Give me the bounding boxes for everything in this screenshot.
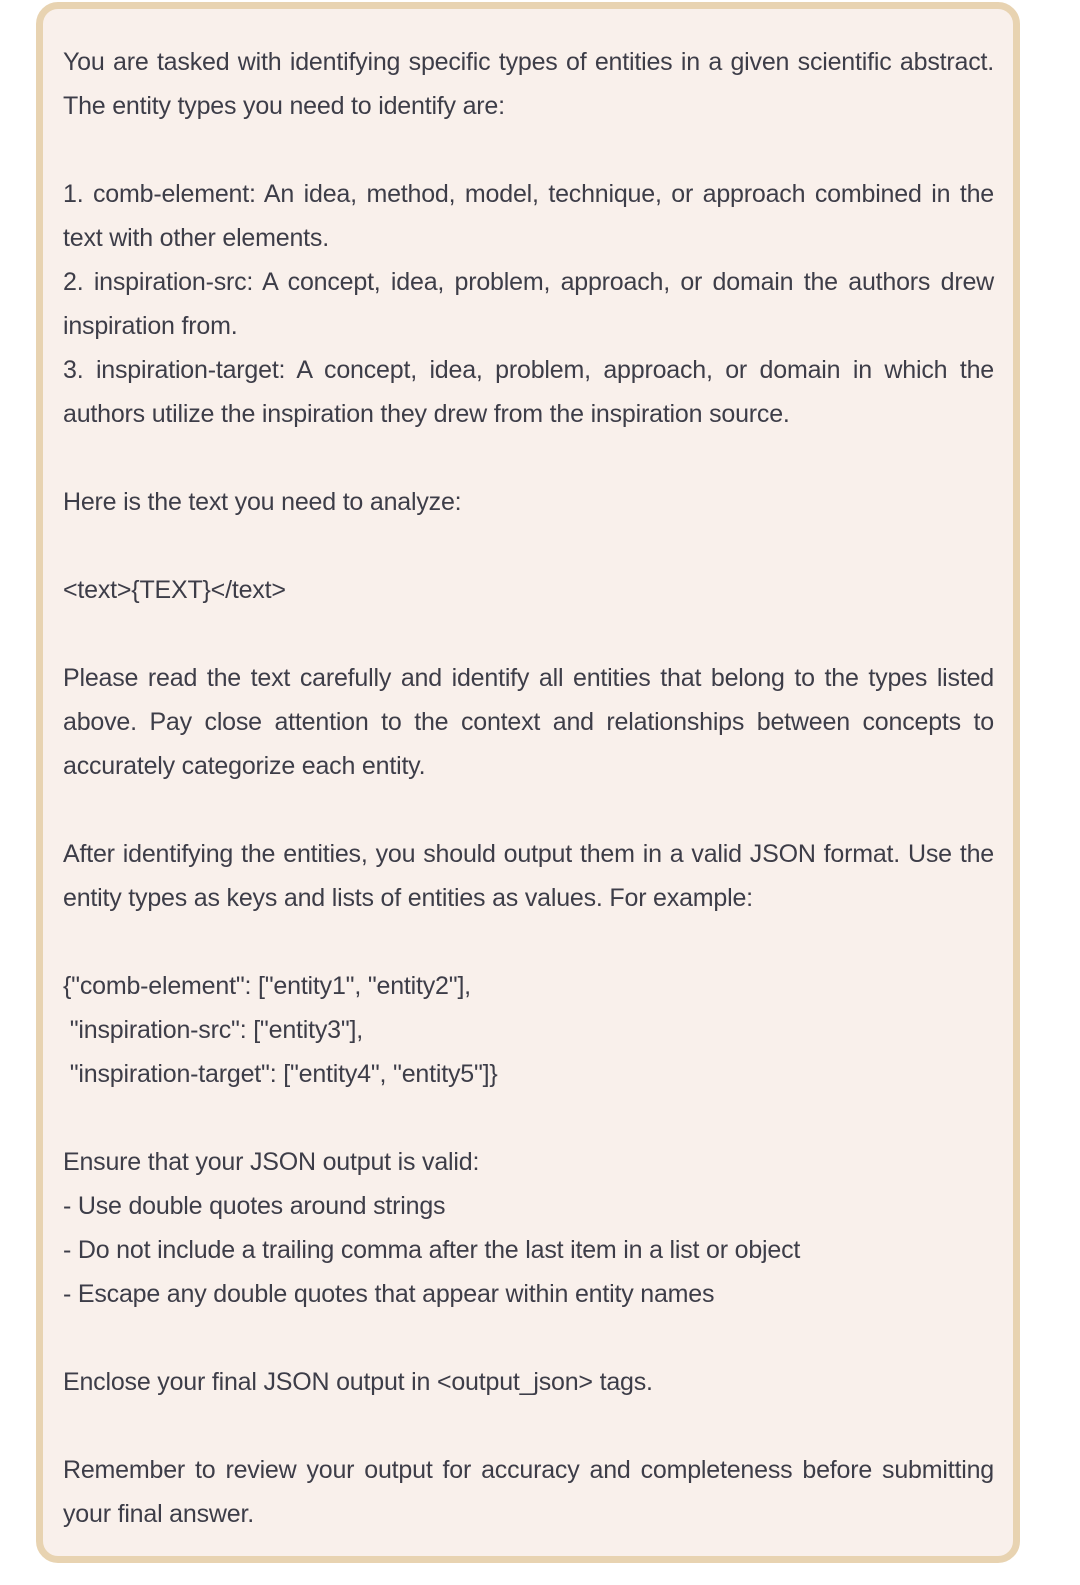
read-instructions: Please read the text carefully and identify all entities that belong to the types listed above. Pay close attention to the context and relationships between concepts to accurately categorize each entity.: [63, 664, 994, 780]
review-instruction: Remember to review your output for accuracy and completeness before submitting your final answer.: [63, 1456, 994, 1528]
json-example-line: "inspiration-target": ["entity4", "entity5"]}: [63, 1060, 498, 1088]
entity-type-inspiration-target: 3. inspiration-target: A concept, idea, problem, approach, or domain in which the authors utilize the inspiration they drew from the inspiration source.: [63, 356, 994, 428]
validity-heading: Ensure that your JSON output is valid:: [63, 1148, 480, 1176]
enclose-instruction: Enclose your final JSON output in <output_json> tags.: [63, 1368, 653, 1396]
intro-paragraph: You are tasked with identifying specific types of entities in a given scientific abstract. The entity types you need to identify are:: [63, 48, 994, 120]
validity-section: [63, 1140, 994, 1316]
entity-type-comb-element: 1. comb-element: An idea, method, model, technique, or approach combined in the text with other elements.: [63, 180, 994, 252]
json-example: [63, 964, 994, 1096]
validity-rule: - Escape any double quotes that appear within entity names: [63, 1280, 715, 1308]
prompt-card: [36, 2, 1020, 1563]
entity-type-inspiration-src: 2. inspiration-src: A concept, idea, problem, approach, or domain the authors drew inspiration from.: [63, 268, 994, 340]
entity-type-list: [63, 172, 994, 436]
output-instructions: After identifying the entities, you should output them in a valid JSON format. Use the entity types as keys and lists of entities as values. For example:: [63, 840, 994, 912]
json-example-line: "inspiration-src": ["entity3"],: [63, 1016, 364, 1044]
validity-rule: - Use double quotes around strings: [63, 1192, 446, 1220]
json-example-line: {"comb-element": ["entity1", "entity2"],: [63, 972, 471, 1000]
validity-rule: - Do not include a trailing comma after the last item in a list or object: [63, 1236, 801, 1264]
analyze-label: Here is the text you need to analyze:: [63, 488, 462, 516]
text-placeholder: <text>{TEXT}</text>: [63, 576, 286, 604]
